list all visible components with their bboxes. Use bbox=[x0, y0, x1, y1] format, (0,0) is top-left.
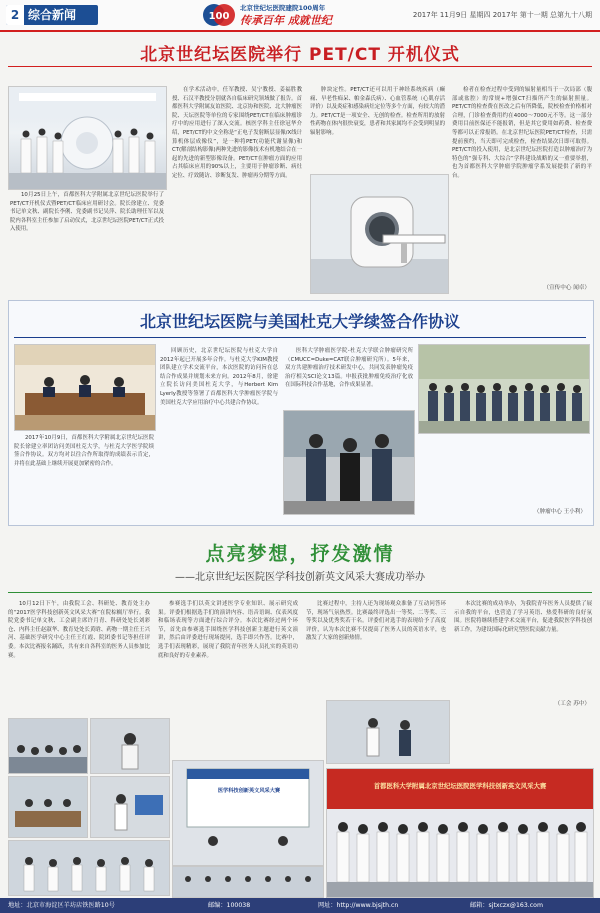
contest-photo-2 bbox=[90, 718, 170, 774]
page-number: 2 bbox=[6, 5, 24, 25]
anniversary-slogan: 传承百年 成就世纪 bbox=[240, 14, 332, 27]
presenter-scene-icon bbox=[91, 777, 169, 837]
delegation-photo bbox=[283, 410, 415, 515]
article1-col2: 在学术活动中，任军教授、吴宁教授、姜福胜教授、石汉平教授分别就各自临床研究领域做了报告。首都医科大学附属友谊医院、北京协和医院、北大肿瘤医院、天坛医院等单位的专家围绕PET/CT在临床肿瘤诊疗中的应用进行了深入交流。核医学科主任徐冠华介绍，PET/CT的中文全称是“正电子发射断层显像/X线计算机体层成像仪”，是一种将PET(功能代谢显像)和CT(解剖结构影像)两种先进的影像技术有机地结合在一起的先进的新型影像设备。PET/CT在肿瘤方面的应用占其临床应用的90%以上，主要用于肿瘤诊断、病灶定位、疗效随访、诊断复发、肿瘤再分期等方面。 bbox=[172, 87, 302, 179]
footer-website[interactable]: 网址：http://www.bjsjth.cn bbox=[318, 902, 399, 909]
group-scene-icon bbox=[419, 345, 589, 433]
group-photo bbox=[418, 344, 590, 434]
audience-row-icon bbox=[173, 867, 323, 897]
award-group-photo bbox=[326, 768, 594, 898]
svg-text:100: 100 bbox=[208, 11, 230, 22]
footer-email[interactable]: 邮箱：sjtxczx@163.com bbox=[470, 902, 543, 909]
section-logo bbox=[6, 5, 98, 25]
slide-screen-icon bbox=[173, 761, 323, 865]
ceremony-photo bbox=[8, 86, 167, 190]
speaker-scene-icon bbox=[91, 719, 169, 773]
contest-photo-4 bbox=[90, 776, 170, 838]
signing-photo bbox=[14, 344, 156, 431]
slide-caption: 医学科技创新英文风采大赛 bbox=[217, 788, 281, 794]
anniversary-banner bbox=[200, 2, 350, 28]
article2-col2: 回顾历史，北京世纪坛医院与杜克大学自2012年起已开展多年合作。与杜克大学KIM教授团队建立学术交流平台，本次医院的访问旨在总结合作成果并规划未来方向。2012年8月，徐建立院长访问美国杜克大学，与Herbert Kim Lyerly教授等签署了首都医科大学肿瘤医学院与美国杜克大学应用治疗中心共建合作协议。 bbox=[160, 348, 278, 406]
article1-col1: 10月25日上午，首都医科大学附属北京世纪坛医院举行了PET/CT开机仪式暨PET/CT临床应用研讨会。院长徐建立、党委书记单文秋、副院长李俐、党委副书记吴萍、院长助理任军以及院内各科室主任参加了启动仪式，北京世纪坛医院PET/CT正式投入使用。 bbox=[10, 192, 164, 233]
article2-col3-top: 医科大学肿瘤医学院-杜克大学联合肿瘤研究所（CMUCC=Duke=CAT联合肿瘤研究所）。5年来，双方共建肿瘤治疗技术研发中心，共同发表肿瘤免疫治疗相关SCI论文13篇。申报获批肿瘤免疫治疗化放在国际科技合作基地，合作成果显著。 bbox=[285, 348, 413, 389]
page-footer bbox=[0, 898, 600, 913]
award-banner-caption: 首都医科大学附属北京世纪坛医院医学科技创新英文风采大赛 bbox=[373, 782, 547, 790]
anniversary-line: 北京世纪坛医院建院100周年 bbox=[240, 4, 326, 12]
host-scene-icon bbox=[327, 701, 449, 763]
article3-col4: 本次比赛的成功举办，为我院青年医务人员提供了展示自我的平台，也营造了学习英语、热爱科研的良好氛围。医院将继续搭建学术交流平台，促进我院医学科技创新工作，为建设国际化研究型医院贡献力量。 bbox=[454, 601, 592, 633]
article3-col3: 比赛过程中，主持人还为现场观众准备了互动问答环节，现场气氛热烈。比赛最终评选出一等奖、二等奖、三等奖以及优秀奖若干名。评委们对选手的表现给予了高度评价，认为本次比赛不仅提高了医务人员的英语水平，也激发了大家的创新热情。 bbox=[306, 601, 446, 642]
article3-col2: 参赛选手们以英文讲述医学专业知识、展示研究成果。评委们根据选手们的演讲内容、语音语调、仪表风度和临场表现等方面进行综合评分。本次比赛经过两个环节，首先由参赛选手围绕医学科技创新主题进行英文演讲，然后由评委进行现场提问，选手即兴作答。比赛中，选手们表现精彩，展现了我院青年医务人员扎实的英语功底和良好的专业素养。 bbox=[158, 601, 298, 659]
contest-photo-1 bbox=[8, 718, 88, 774]
contest-photo-7 bbox=[326, 700, 450, 764]
divider bbox=[8, 66, 592, 67]
article3-title: 点亮梦想，抒发激情 bbox=[205, 543, 395, 565]
article1-col4: 检者在检查过程中受到的辐射量相当于一次局部（腹部或盆腔）的常规+增强CT扫描所产生的辐射照量。PET/CT的检查费在医改之后有所降低，院校检查价格相对合理，门诊检查费用约在4000～7000元不等。这一部分费用目前医保还不能报销，但是其它费用如药费、检查费等都可以正常报销。在北京世纪坛医院PET/CT检查，只需提前预约，当天即可完成检查，检查结果次日即可取得。PET/CT的投入使用，是北京世纪坛医院打造以肿瘤治疗为特色的“强专科、大综合”学科建设战略的又一重要举措，也为首都医科大学肿瘤学院肿瘤学系发展提供了新的平台。 bbox=[452, 87, 592, 179]
divider bbox=[8, 592, 592, 593]
contest-photo-5 bbox=[8, 840, 170, 896]
article3-col1: 10月12日下午，由我院工会、科研处、教育处主办的“2017医学科技创新英文风采大赛”在院棕榈厅举行。我院党委书记单文秋、工会副主席许月青、科研处处长刘彩仓、内科主任赵淑华、教育处处长黄晗、药物一期主任王兴河、基础医学研究中心主任王红霞、院团委书记等担任评委。本次比赛报名踊跃，共有来自各科室的医务人员参加比赛。 bbox=[8, 601, 150, 659]
article1-credit: （宣传中心 闻卓） bbox=[543, 285, 590, 291]
divider bbox=[14, 337, 586, 338]
footer-address: 地址：北京市海淀区羊坊店铁医路10号 bbox=[8, 902, 115, 909]
issue-date: 2017年 11月9日 星期四 2017年 第十一期 总第九十八期 bbox=[412, 11, 592, 19]
stage-scene-icon bbox=[9, 841, 169, 895]
article1-title: 北京世纪坛医院举行 PET/CT 开机仪式 bbox=[140, 45, 460, 65]
judges-scene-icon bbox=[9, 777, 87, 837]
article1-col3: 肿块定性。PET/CT还可以用于神经系统疾病（癫痫、早老性痴呆、帕金森氏病）、心血管系统（心肌存活评价）以及炎症和感染病灶定位等多个方面，有较大的潜力。PET/CT是一项安全、无创的检查。检查所用的放射性药物在体内很快衰变，患者和其家属均不会受到明显的辐射影响。 bbox=[310, 87, 445, 136]
audience-scene-icon bbox=[9, 719, 87, 773]
pet-ct-scanner-icon bbox=[311, 175, 448, 293]
article3-credit: （工会 苏中） bbox=[554, 701, 590, 707]
pet-ct-scanner-photo bbox=[310, 174, 449, 294]
section-name: 综合新闻 bbox=[28, 8, 77, 22]
article2-col1: 2017年10月9日，首都医科大学附属北京世纪坛医院院长徐建立率团访问美国杜克大学，与杜克大学医学院续签合作协议。双方均对以往合作所取得的成绩表示肯定，并将在此基础上继续开展更加紧密的合作。 bbox=[14, 435, 154, 467]
article2-title: 北京世纪坛医院与美国杜克大学续签合作协议 bbox=[139, 312, 460, 331]
ceremony-scene-icon bbox=[9, 87, 166, 189]
contest-photo-3 bbox=[8, 776, 88, 838]
delegation-scene-icon bbox=[284, 411, 414, 514]
article3-subtitle: ——北京世纪坛医院医学科技创新英文风采大赛成功举办 bbox=[175, 572, 425, 583]
contest-photo-6 bbox=[172, 866, 324, 898]
page-header bbox=[0, 0, 600, 32]
article2-credit: （肿瘤中心 王小利） bbox=[533, 509, 586, 515]
contest-slide-photo bbox=[172, 760, 324, 866]
footer-zip: 邮编：100038 bbox=[208, 902, 251, 909]
signing-scene-icon bbox=[15, 345, 155, 430]
